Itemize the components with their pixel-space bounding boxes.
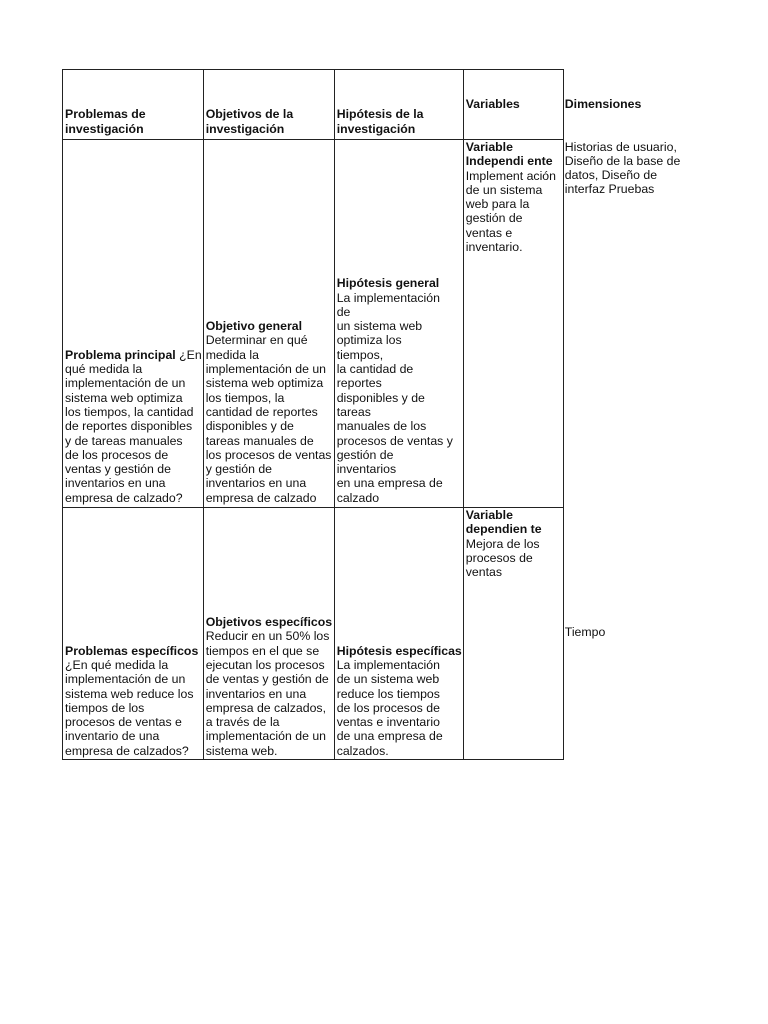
row-general <box>63 140 686 508</box>
header-row <box>63 70 686 140</box>
hipotesis-especificas-title: Hipótesis específicas <box>336 643 462 658</box>
objetivo-general-cell: Objetivo general Determinar en qué medida la implementación de un sistema web optimiza los tiempos, la cantidad de reportes disponibles y de tareas manuales de los procesos de ventas y gestión de inventarios en una empresa de calzado <box>203 140 334 508</box>
dimensiones-general-cell: Historias de usuario, Diseño de la base de datos, Diseño de interfaz Pruebas <box>564 139 681 197</box>
header-variables: Variables <box>463 70 563 140</box>
research-matrix-table <box>62 69 686 760</box>
problema-principal-title: Problema principal <box>65 347 176 362</box>
header-hipotesis: Hipótesis de la investigación <box>334 70 463 140</box>
hipotesis-general-title: Hipótesis general <box>336 276 440 291</box>
objetivo-general-title: Objetivo general <box>205 319 303 334</box>
header-problemas: Problemas de investigación <box>63 70 204 140</box>
header-objetivos: Objetivos de la investigación <box>203 70 334 140</box>
variable-dependiente-title: Variable <box>465 508 513 522</box>
hipotesis-general-cell: Hipótesis general La implementación de un sistema web optimiza los tiempos, la cantidad de reportes disponibles y de tareas manuales de los procesos de ventas y gestión de inventarios en una empresa de calzado <box>334 140 463 508</box>
header-dimensiones: Dimensiones <box>564 97 642 112</box>
variable-independiente-cell: Variable Independi ente Implement ación de un sistema web para la gestión de ventas e inventario. <box>463 140 563 508</box>
problema-principal-cell: Problema principal ¿En qué medida la implementación de un sistema web optimiza los tiempos, la cantidad de reportes disponibles y de tareas manuales de los procesos de ventas y gestión de inventarios en una empresa de calzado? <box>63 140 204 508</box>
objetivos-especificos-title: Objetivos específicos <box>205 615 333 630</box>
problemas-especificos-title: Problemas específicos <box>65 643 199 658</box>
hipotesis-especificas-cell: Hipótesis específicas La implementación de un sistema web reduce los tiempos de los procesos de ventas e inventario de una empresa de calzados. <box>334 508 463 760</box>
row-especificos <box>63 508 686 760</box>
dimension-tiempo: Tiempo <box>564 625 606 640</box>
variable-independiente-title: Variable <box>465 140 513 154</box>
dimensiones-especificos-cell <box>563 508 685 760</box>
variable-dependiente-cell: Variable dependien te Mejora de los procesos de ventas <box>463 508 563 760</box>
problemas-especificos-cell: Problemas específicos ¿En qué medida la implementación de un sistema web reduce los tiempos de los procesos de ventas e inventario de una empresa de calzados? <box>63 508 204 760</box>
objetivos-especificos-cell: Objetivos específicos Reducir en un 50% los tiempos en el que se ejecutan los procesos de ventas y gestión de inventarios en una empresa de calzados, a través de la implementación de un sistema web. <box>203 508 334 760</box>
